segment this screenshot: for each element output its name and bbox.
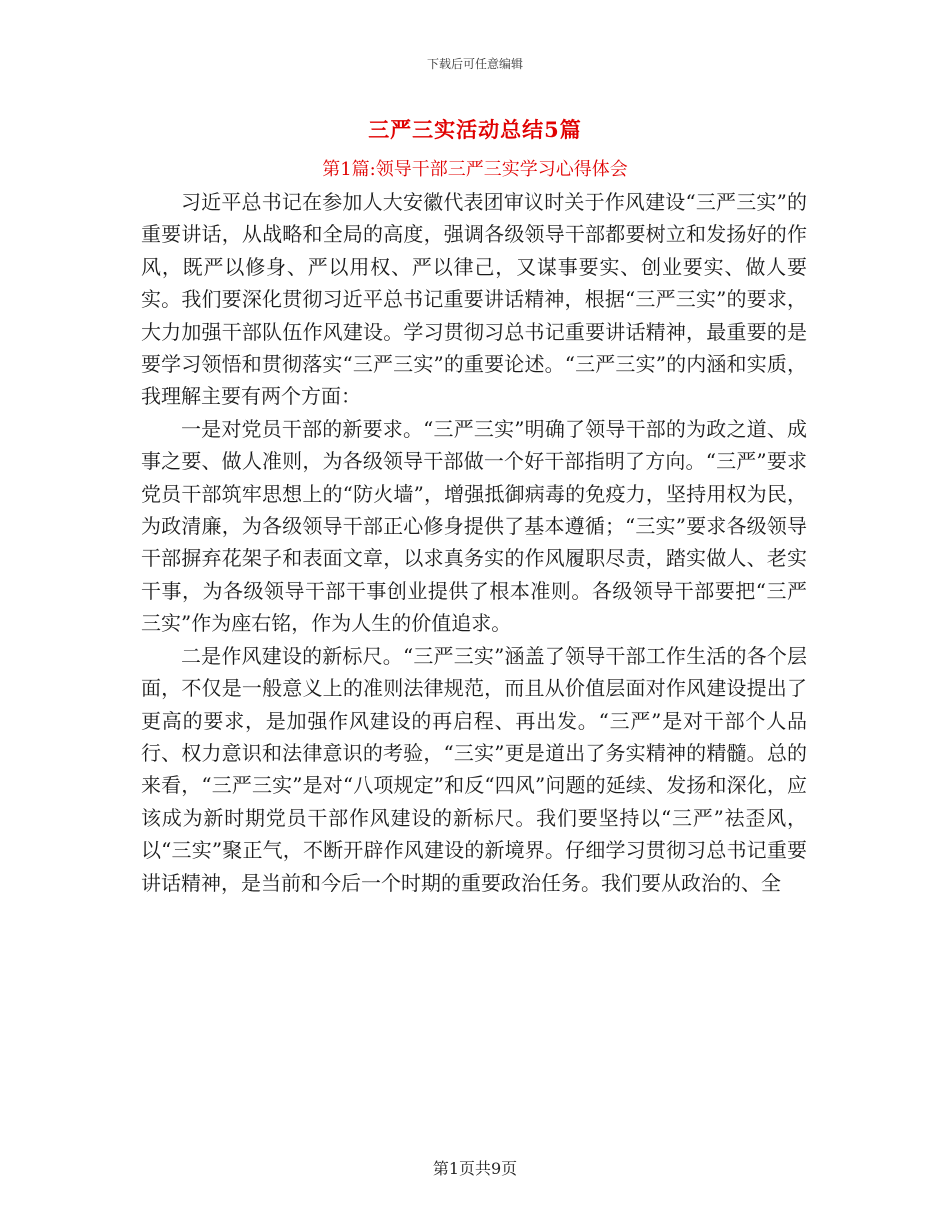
body-paragraph-2: 一是对党员干部的新要求。“三严三实”明确了领导干部的为政之道、成事之要、做人准则，为各级领导干部做一个好干部指明了方向。“三严”要求党员干部筑牢思想上的“防火墙”，增强抵御病毒的免疫力，坚持用权为民，为政清廉，为各级领导干部正心修身提供了基本遵循；“三实”要求各级领导干部摒弃花架子和表面文章，以求真务实的作风履职尽责，踏实做人、老实干事，为各级领导干部干事创业提供了根本准则。各级领导干部要把“三严三实”作为座右铭，作为人生的价值追求。 <box>141 416 807 636</box>
page-footer: 第1页共9页 <box>432 1159 518 1178</box>
body-paragraph-3: 二是作风建设的新标尺。“三严三实”涵盖了领导干部工作生活的各个层面，不仅是一般意义上的准则法律规范，而且从价值层面对作风建设提出了更高的要求，是加强作风建设的再启程、再出发。“三严”是对干部个人品行、权力意识和法律意识的考验，“三实”更是道出了务实精神的精髓。总的来看，“三严三实”是对“八项规定”和反“四风”问题的延续、发扬和深化，应该成为新时期党员干部作风建设的新标尺。我们要坚持以“三严”祛歪风，以“三实”聚正气，不断开辟作风建设的新境界。仔细学习贯彻习总书记重要讲话精神，是当前和今后一个时期的重要政治任务。我们要从政治的、全 <box>141 643 807 895</box>
section-title: 第1篇:领导干部三严三实学习心得体会 <box>322 159 628 180</box>
header-note: 下载后可任意编辑 <box>426 57 523 71</box>
document-body <box>141 186 807 899</box>
document-title: 三严三实活动总结5篇 <box>368 117 582 142</box>
body-paragraph-1: 习近平总书记在参加人大安徽代表团审议时关于作风建设“三严三实”的重要讲话，从战略和全局的高度，强调各级领导干部都要树立和发扬好的作风，既严以修身、严以用权、严以律己，又谋事要实、创业要实、做人要实。我们要深化贯彻习近平总书记重要讲话精神，根据“三严三实”的要求，大力加强干部队伍作风建设。学习贯彻习总书记重要讲话精神，最重要的是要学习领悟和贯彻落实“三严三实”的重要论述。“三严三实”的内涵和实质，我理解主要有两个方面： <box>141 190 807 409</box>
